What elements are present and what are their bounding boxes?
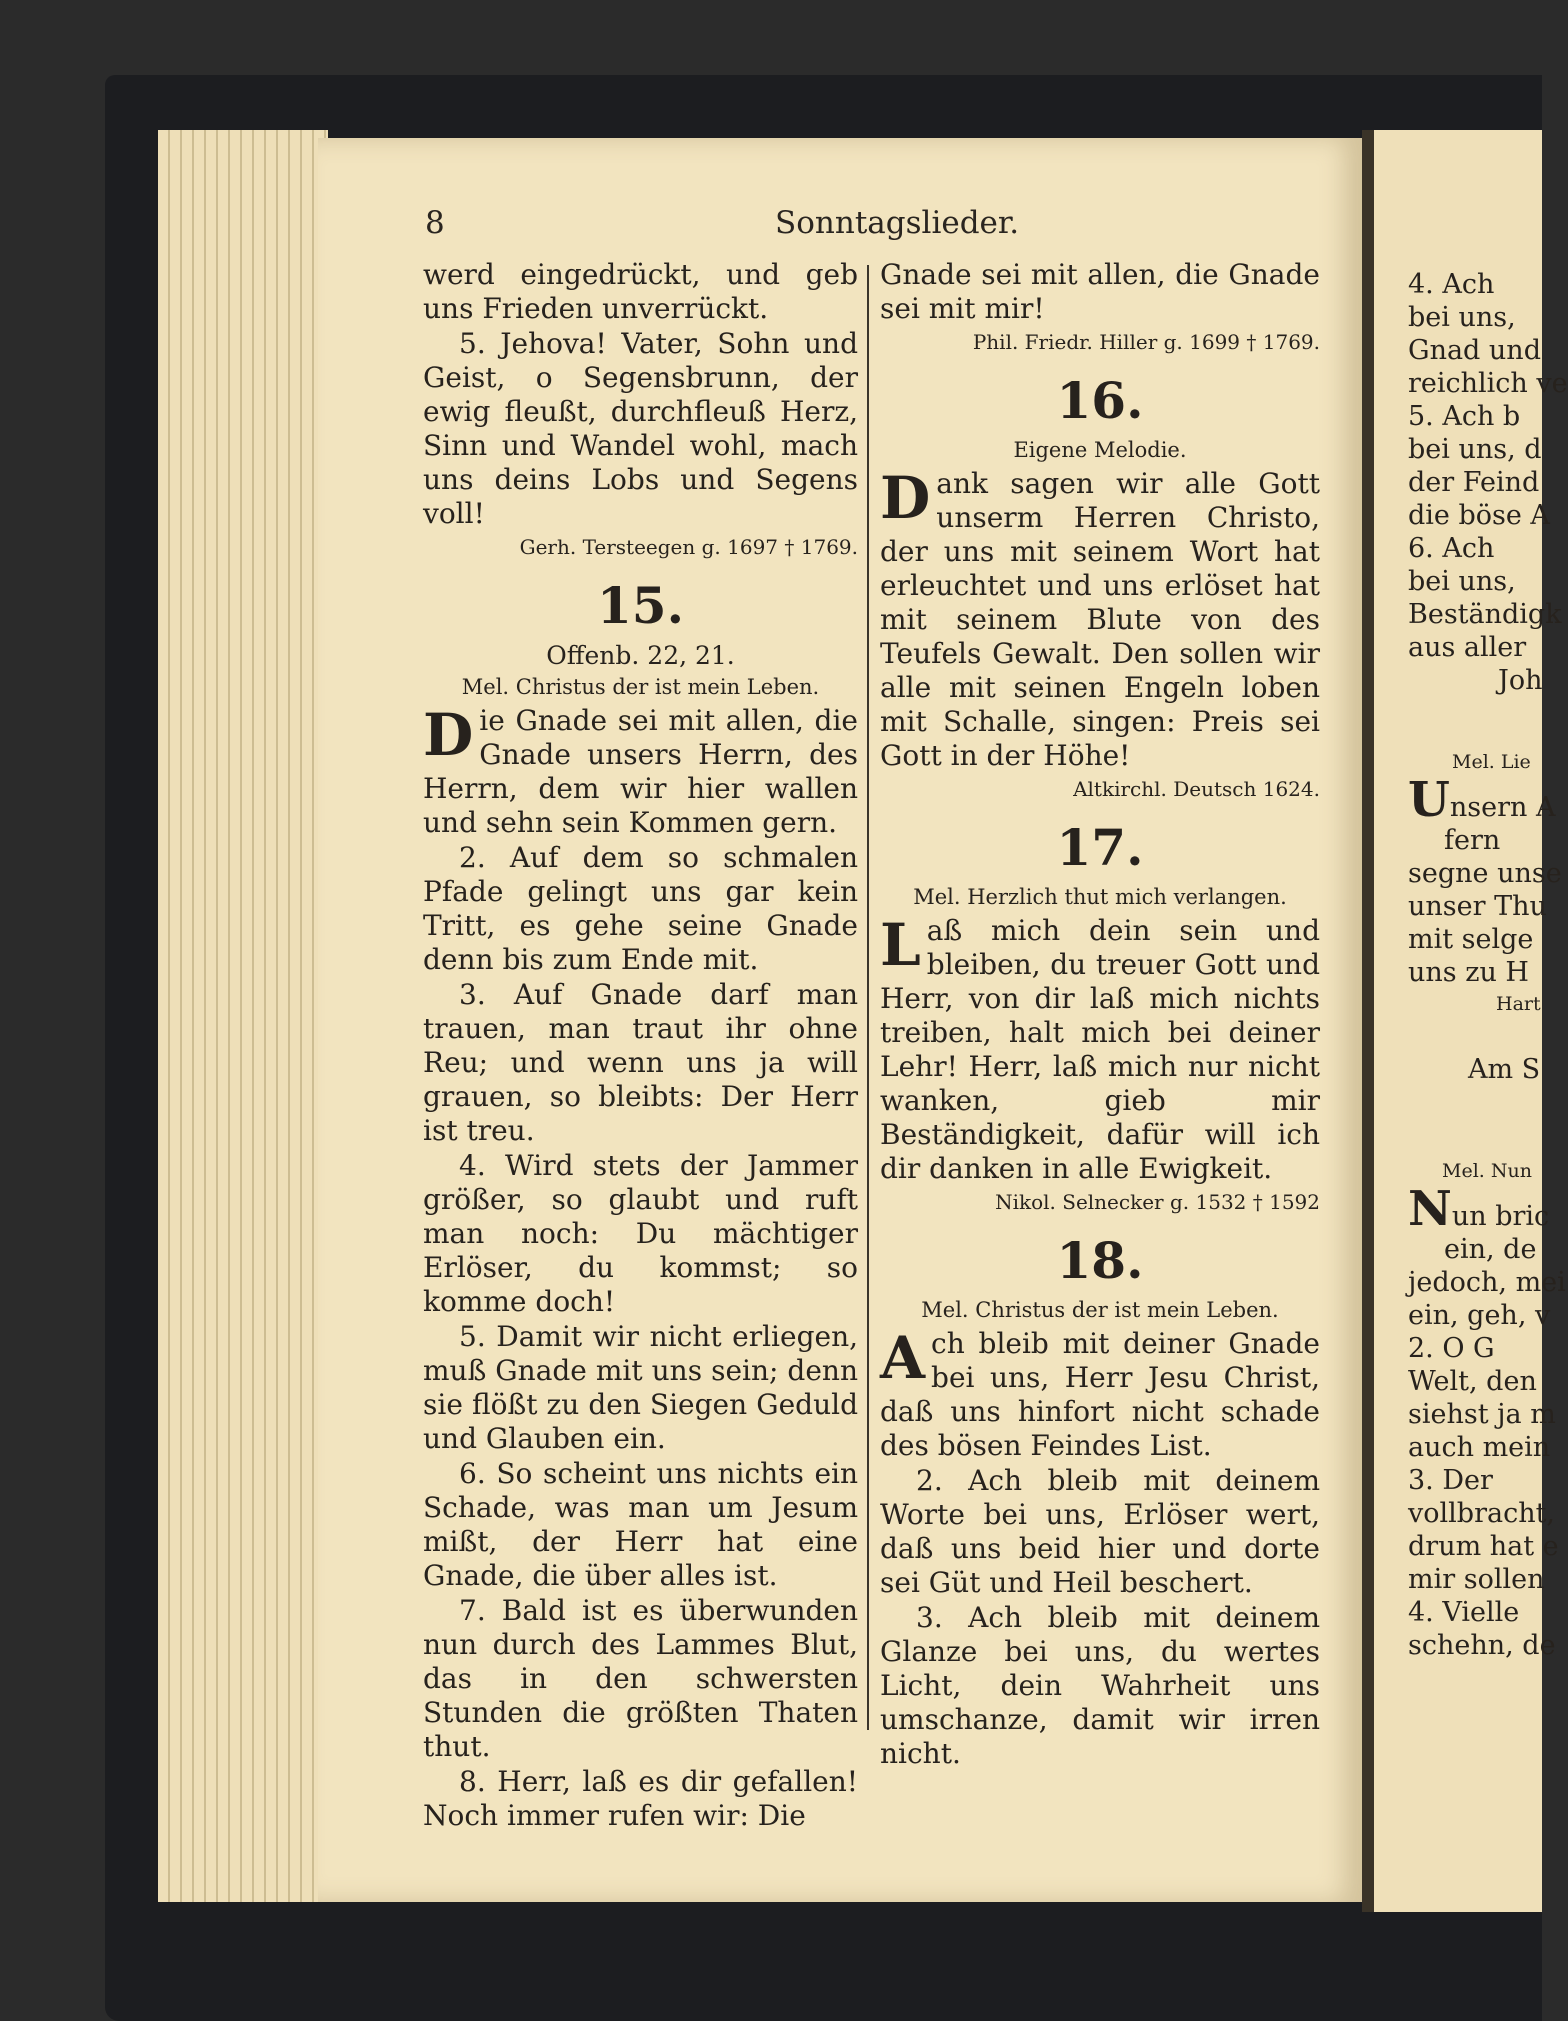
fragment-line: Mel. Nun (1442, 1160, 1532, 1182)
hymn-15-verse-3: 3. Auf Gnade darf man trauen, man traut ihr ohne Reu; und wenn uns ja will grauen, so bleibts: Der Herr ist treu. (423, 978, 858, 1147)
fragment-line: der Feind (1408, 467, 1540, 498)
column-divider (867, 265, 869, 1730)
hymn-melody: Eigene Melodie. (1013, 438, 1187, 462)
fragment-line: Am S (1468, 1054, 1541, 1085)
hymn-18-verse-1 (880, 1324, 1320, 1463)
verse-text: ie Gnade sei mit allen, die Gnade unsers Herrn, des Herrn, dem wir hier wallen und sehn sein Kommen gern. (423, 704, 858, 839)
fragment-line (1408, 772, 1556, 828)
hymn-number-16: 16. (1056, 371, 1144, 430)
fragment-line: ein, de (1444, 1234, 1537, 1265)
hymn-15-verse-4: 4. Wird stets der Jammer größer, so glaubt und ruft man noch: Du mächtiger Erlöser, du kommst; so komme doch! (423, 1149, 858, 1318)
fragment-line: die böse A (1408, 500, 1550, 531)
fragment-line: segne unse (1408, 858, 1562, 889)
fragment-line: fern (1444, 825, 1501, 856)
hymn-number-17: 17. (1056, 818, 1144, 877)
fragment-line: mit selge (1408, 924, 1534, 955)
fragment-line: 5. Ach b (1408, 401, 1521, 432)
fragment-line: vollbracht, (1408, 1498, 1556, 1529)
fragment-line: 2. O G (1408, 1333, 1495, 1364)
hymn-author: Altkirchl. Deutsch 1624. (1073, 777, 1320, 801)
verse-text: aß mich dein sein und bleiben, du treuer Gott und Herr, von dir laß mich nichts treiben, halt mich bei deiner Lehr! Herr, laß mich nur nicht wanken, gieb mir Beständigkeit, dafür will ich dir danken in alle Ewigkeit. (880, 914, 1320, 1185)
fragment-text: nsern A (1449, 792, 1556, 823)
fragment-line: bei uns, (1408, 302, 1516, 333)
middle-column (880, 258, 1320, 1772)
fragment-line: Hart (1496, 993, 1541, 1015)
hymn-number-15: 15. (597, 576, 684, 635)
hymn-15-verse-1 (423, 701, 858, 840)
drop-cap: D (423, 701, 474, 769)
drop-cap: L (880, 911, 921, 979)
verse-text: ch bleib mit deiner Gnade bei uns, Herr Jesu Christ, daß uns hinfort nicht schade des bösen Feindes List. (880, 1327, 1320, 1462)
fragment-line: uns zu H (1408, 957, 1529, 988)
hymn-melody: Mel. Christus der ist mein Leben. (921, 1298, 1279, 1322)
page-edges (158, 130, 328, 1902)
hymn-16-verse-1 (880, 464, 1320, 773)
fragment-text: un bric (1451, 1201, 1550, 1232)
fragment-line: unser Thu (1408, 891, 1547, 922)
hymn-15-verse-6: 6. So scheint uns nichts ein Schade, was man um Jesum mißt, der Herr hat eine Gnade, die über alles ist. (423, 1457, 858, 1592)
verse-carry-over: werd eingedrückt, und geb uns Frieden unverrückt. (423, 258, 858, 325)
fragment-line: schehn, de (1408, 1630, 1556, 1661)
hymn-18-verse-2: 2. Ach bleib mit deinem Worte bei uns, Erlöser wert, daß uns beid hier und dorte sei Güt und Heil beschert. (880, 1464, 1320, 1599)
drop-cap: A (880, 1324, 926, 1392)
verse-5: 5. Jehova! Vater, Sohn und Geist, o Segensbrunn, der ewig fleußt, durchfleuß Herz, Sinn und Wandel wohl, mach uns deins Lobs und Segens voll! (423, 327, 858, 530)
fragment-line: Beständigk (1408, 599, 1562, 630)
right-page-text (1408, 268, 1568, 1662)
hymn-15-verse-7: 7. Bald ist es überwunden nun durch des Lammes Blut, das in den schwersten Stunden die größten Thaten thut. (423, 1594, 858, 1763)
hymn-author: Phil. Friedr. Hiller g. 1699 † 1769. (972, 330, 1320, 354)
hymn-17-verse-1 (880, 911, 1320, 1186)
fragment-line: 4. Ach (1408, 269, 1495, 300)
verse-text: ank sagen wir alle Gott unserm Herren Christo, der uns mit seinem Wort hat erleuchtet und uns erlöset hat mit seinem Blute von des Teufels Gewalt. Den sollen wir alle mit seinen Engeln loben mit Schalle, singen: Preis sei Gott in der Höhe! (880, 467, 1320, 772)
hymn-melody: Mel. Herzlich thut mich verlangen. (913, 885, 1287, 909)
fragment-line (1408, 1181, 1550, 1237)
fragment-line: bei uns, (1408, 566, 1516, 597)
fragment-line: auch mein (1408, 1432, 1551, 1463)
book-gutter (1362, 130, 1374, 1912)
hymn-number-18: 18. (1056, 1231, 1144, 1290)
fragment-line: 3. Der (1408, 1465, 1493, 1496)
left-column (423, 258, 858, 1834)
hymn-melody: Mel. Christus der ist mein Leben. (461, 675, 820, 699)
fragment-line: jedoch, mei (1408, 1267, 1566, 1298)
fragment-line: 4. Vielle (1408, 1597, 1520, 1628)
fragment-line: siehst ja m (1408, 1399, 1556, 1430)
drop-cap: N (1408, 1181, 1452, 1237)
fragment-line: drum hat e (1408, 1531, 1559, 1562)
fragment-line: Joh (1498, 665, 1543, 696)
drop-cap: D (880, 464, 931, 532)
fragment-line: aus aller (1408, 632, 1527, 663)
fragment-line: Gnad und (1408, 335, 1541, 366)
fragment-line: 6. Ach (1408, 533, 1495, 564)
fragment-line: reichlich ve (1408, 368, 1568, 399)
fragment-line: ein, geh, v (1408, 1300, 1551, 1331)
hymn-15-verse-5: 5. Damit wir nicht erliegen, muß Gnade mit uns sein; denn sie flößt zu den Siegen Geduld und Glauben ein. (423, 1320, 858, 1455)
hymn-author: Gerh. Tersteegen g. 1697 † 1769. (519, 535, 858, 559)
fragment-line: Mel. Lie (1452, 751, 1531, 773)
fragment-line: Welt, den (1408, 1366, 1537, 1397)
verse-carry-over: Gnade sei mit allen, die Gnade sei mit mir! (880, 258, 1320, 325)
page-number: 8 (425, 205, 445, 241)
hymn-15-verse-2: 2. Auf dem so schmalen Pfade gelingt uns gar kein Tritt, es gehe seine Gnade denn bis zum Ende mit. (423, 841, 858, 976)
drop-cap: U (1408, 772, 1450, 828)
fragment-line: mir sollen (1408, 1564, 1545, 1595)
hymn-15-verse-8: 8. Herr, laß es dir gefallen! Noch immer rufen wir: Die (423, 1765, 858, 1832)
hymn-author: Nikol. Selnecker g. 1532 † 1592 (995, 1190, 1320, 1214)
running-title: Sonntagslieder. (775, 205, 1020, 241)
hymn-reference: Offenb. 22, 21. (546, 641, 735, 670)
fragment-line: bei uns, d (1408, 434, 1542, 465)
hymn-18-verse-3: 3. Ach bleib mit deinem Glanze bei uns, du wertes Licht, dein Wahrheit uns umschanze, damit wir irren nicht. (880, 1601, 1320, 1770)
